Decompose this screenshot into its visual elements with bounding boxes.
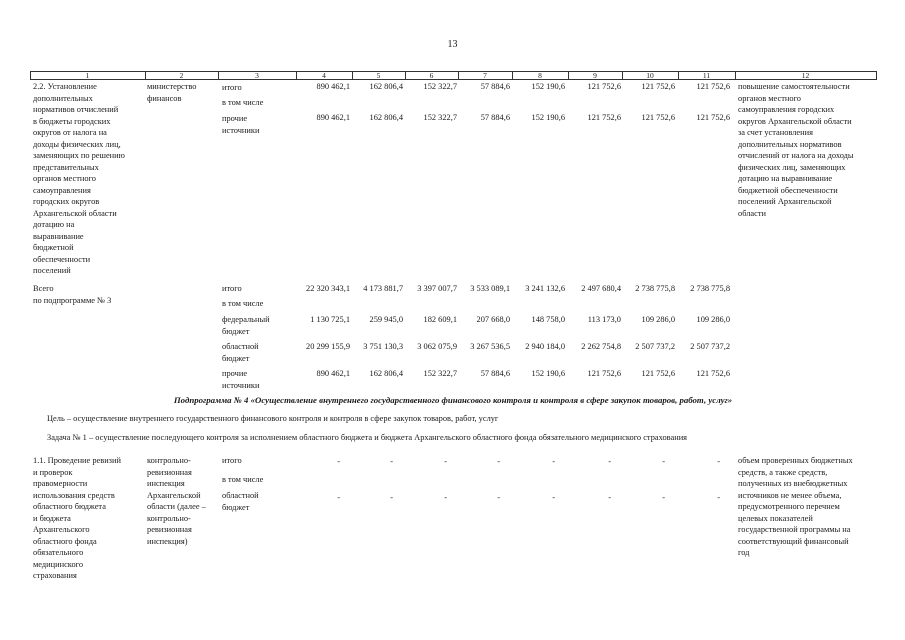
row-executor: контрольно- [147,513,191,523]
row-executor: ревизионная [147,467,192,477]
dash-value: - [444,493,447,502]
expected-result: государственной программы на [738,525,851,534]
source-federal: бюджет [222,326,250,336]
dash-value: - [444,457,447,466]
expected-result: дотацию на выравнивание [738,174,833,183]
expected-result: округов Архангельской области [738,116,852,126]
dash-value: - [717,493,720,502]
source-federal: федеральный [222,315,270,324]
row-executor: ревизионная [147,525,192,534]
total-label: по подпрограмме № 3 [33,295,112,305]
total-value: 2 497 680,4 [581,284,621,293]
total-value: 4 173 881,7 [363,284,403,293]
other-value: 121 752,6 [696,369,730,378]
row-executor: финансов [147,93,182,103]
expected-result: предусмотренного перечнем [738,502,840,511]
source-total: итого [222,83,242,92]
header-col-number: 5 [376,70,381,80]
row-name: правомерности [33,479,88,488]
header-col-number: 1 [85,70,90,80]
regional-value: 3 267 536,5 [470,342,510,351]
other-value: 121 752,6 [641,113,675,122]
expected-result: объем проверенных бюджетных [738,456,853,465]
total-value: 152 322,7 [423,82,457,91]
expected-result: отчислений от налога на доходы [738,151,854,160]
header-col-number: 11 [702,70,711,80]
header-col-number: 9 [593,70,597,80]
total-value: 3 533 089,1 [470,284,510,293]
goal-text: Цель – осуществление внутреннего государственного финансового контроля и контроля в сфере закупок товаров, работ, услуг [47,414,499,423]
source-regional: областной [222,342,259,351]
federal-value: 109 286,0 [641,315,675,324]
source-other: прочие [222,369,248,378]
header-col-number: 3 [255,70,259,80]
expected-result: год [738,548,750,557]
expected-result: физических лиц, заменяющих [738,162,846,172]
regional-value: 20 299 155,9 [306,342,350,351]
header-col-number: 8 [538,70,542,80]
header-col-number: 6 [429,70,434,80]
dash-value: - [552,493,555,502]
row-name: бюджетной [33,243,74,252]
dash-value: - [497,457,500,466]
other-value: 121 752,6 [696,113,730,122]
expected-result: органов местного [738,93,801,103]
row-name: заменяющих по решению [33,151,125,160]
task-text: Задача № 1 – осуществление последующего контроля за исполнением областного бюджета и бюджета Архангельского областного фонда обязательного медицинского страхования [47,433,688,442]
other-value: 57 884,6 [480,113,510,122]
row-name: Архангельской области [33,208,117,218]
federal-value: 207 668,0 [476,315,510,324]
source-regional: бюджет [222,353,250,363]
dash-value: - [662,457,665,466]
row-name: и бюджета [33,513,71,523]
other-value: 890 462,1 [316,113,350,122]
header-col-number: 10 [646,70,654,80]
regional-value: 3 751 130,3 [363,342,403,351]
other-value: 162 806,4 [369,369,403,378]
source-total: итого [222,456,242,465]
total-value: 2 738 775,8 [635,284,675,293]
other-value: 152 322,7 [423,113,457,122]
other-value: 152 322,7 [423,369,457,378]
row-name: областного бюджета [33,502,106,511]
row-name: страхования [33,571,77,580]
row-name: выравнивание [33,231,84,241]
total-value: 2 738 775,8 [690,284,730,293]
federal-value: 182 609,1 [423,315,457,324]
source-regional: областной [222,491,259,500]
header-col-number: 2 [179,70,184,80]
expected-result: полученных из внебюджетных [738,479,848,488]
row-name: использования средств [33,490,115,500]
total-value: 3 397 007,7 [417,284,457,293]
dash-value: - [608,493,611,502]
federal-value: 259 945,0 [369,315,403,324]
dash-value: - [497,493,500,502]
dash-value: - [337,493,340,502]
other-value: 162 806,4 [369,113,403,122]
regional-value: 2 262 754,8 [581,342,621,351]
header-col-number: 12 [801,70,810,80]
source-incl: в том числе [222,475,264,484]
row-name: 1.1. Проведение ревизий [33,456,121,465]
header-col-divider [876,71,877,80]
federal-value: 109 286,0 [696,315,730,324]
expected-result: поселений Архангельской [738,197,832,206]
other-value: 121 752,6 [587,369,621,378]
other-value: 890 462,1 [316,369,350,378]
row-name: округов от налога на [33,128,107,137]
source-other: источники [222,380,260,390]
row-name: обязательного [33,548,84,557]
source-incl: в том числе [222,98,264,107]
row-name: поселений [33,266,71,275]
row-name: нормативов отчислений [33,105,119,114]
federal-value: 148 758,0 [531,315,565,324]
row-name: городских округов [33,197,100,206]
expected-result: целевых показателей [738,513,813,523]
expected-result: за счет установления [738,128,813,137]
dash-value: - [717,457,720,466]
expected-result: области [738,208,766,218]
other-value: 121 752,6 [587,113,621,122]
row-name: Архангельского [33,525,90,534]
row-executor: контрольно- [147,456,191,465]
row-executor: Архангельской [147,490,201,500]
row-name: медицинского [33,559,84,569]
expected-result: самоуправления городских [738,105,835,114]
header-col-number: 7 [483,70,487,80]
regional-value: 2 507 737,2 [690,342,730,351]
row-name: областного фонда [33,536,97,546]
total-value: 890 462,1 [316,82,350,91]
expected-result: источников не менее объема, [738,490,842,500]
total-label: Всего [33,284,54,293]
expected-result: повышение самостоятельности [738,82,850,91]
row-executor: министерство [147,82,197,91]
other-value: 121 752,6 [641,369,675,378]
regional-value: 2 940 184,0 [525,342,565,351]
row-executor: инспекция) [147,536,188,546]
expected-result: средств, а также средств, [738,467,828,477]
row-name: представительных [33,162,99,172]
row-name: дотацию на [33,220,75,229]
row-name: обеспеченности [33,254,91,264]
federal-value: 1 130 725,1 [310,315,350,324]
dash-value: - [662,493,665,502]
total-value: 57 884,6 [480,82,510,91]
expected-result: соответствующий финансовый [738,536,849,546]
source-total: итого [222,284,242,293]
row-name: 2.2. Установление [33,82,97,91]
expected-result: бюджетной обеспеченности [738,185,838,195]
row-executor: инспекция [147,479,185,488]
row-executor: области (далее – [147,502,206,511]
dash-value: - [552,457,555,466]
dash-value: - [337,457,340,466]
page-number: 13 [447,39,458,50]
source-regional: бюджет [222,502,250,512]
source-incl: в том числе [222,299,264,308]
total-value: 121 752,6 [696,82,730,91]
total-value: 121 752,6 [587,82,621,91]
other-value: 152 190,6 [531,113,565,122]
row-name: в бюджеты городских [33,116,111,126]
total-value: 162 806,4 [369,82,403,91]
source-other: источники [222,125,260,135]
total-value: 121 752,6 [641,82,675,91]
total-value: 3 241 132,6 [525,284,565,293]
subprogram-title: Подпрограмма № 4 «Осуществление внутреннего государственного финансового контроля и контроля в сфере закупок товаров, работ, услуг» [173,395,733,405]
dash-value: - [390,493,393,502]
row-name: доходы физических лиц, [33,139,121,149]
dash-value: - [608,457,611,466]
expected-result: дополнительных нормативов [738,139,842,149]
row-name: дополнительных [33,93,93,103]
header-col-number: 4 [322,70,326,80]
total-value: 152 190,6 [531,82,565,91]
dash-value: - [390,457,393,466]
federal-value: 113 173,0 [587,315,621,324]
regional-value: 3 062 075,9 [417,342,457,351]
other-value: 152 190,6 [531,369,565,378]
row-name: органов местного [33,174,96,183]
source-other: прочие [222,114,248,123]
total-value: 22 320 343,1 [306,284,350,293]
row-name: и проверок [33,467,73,477]
other-value: 57 884,6 [480,369,510,378]
row-name: самоуправления [33,185,91,195]
regional-value: 2 507 737,2 [635,342,675,351]
